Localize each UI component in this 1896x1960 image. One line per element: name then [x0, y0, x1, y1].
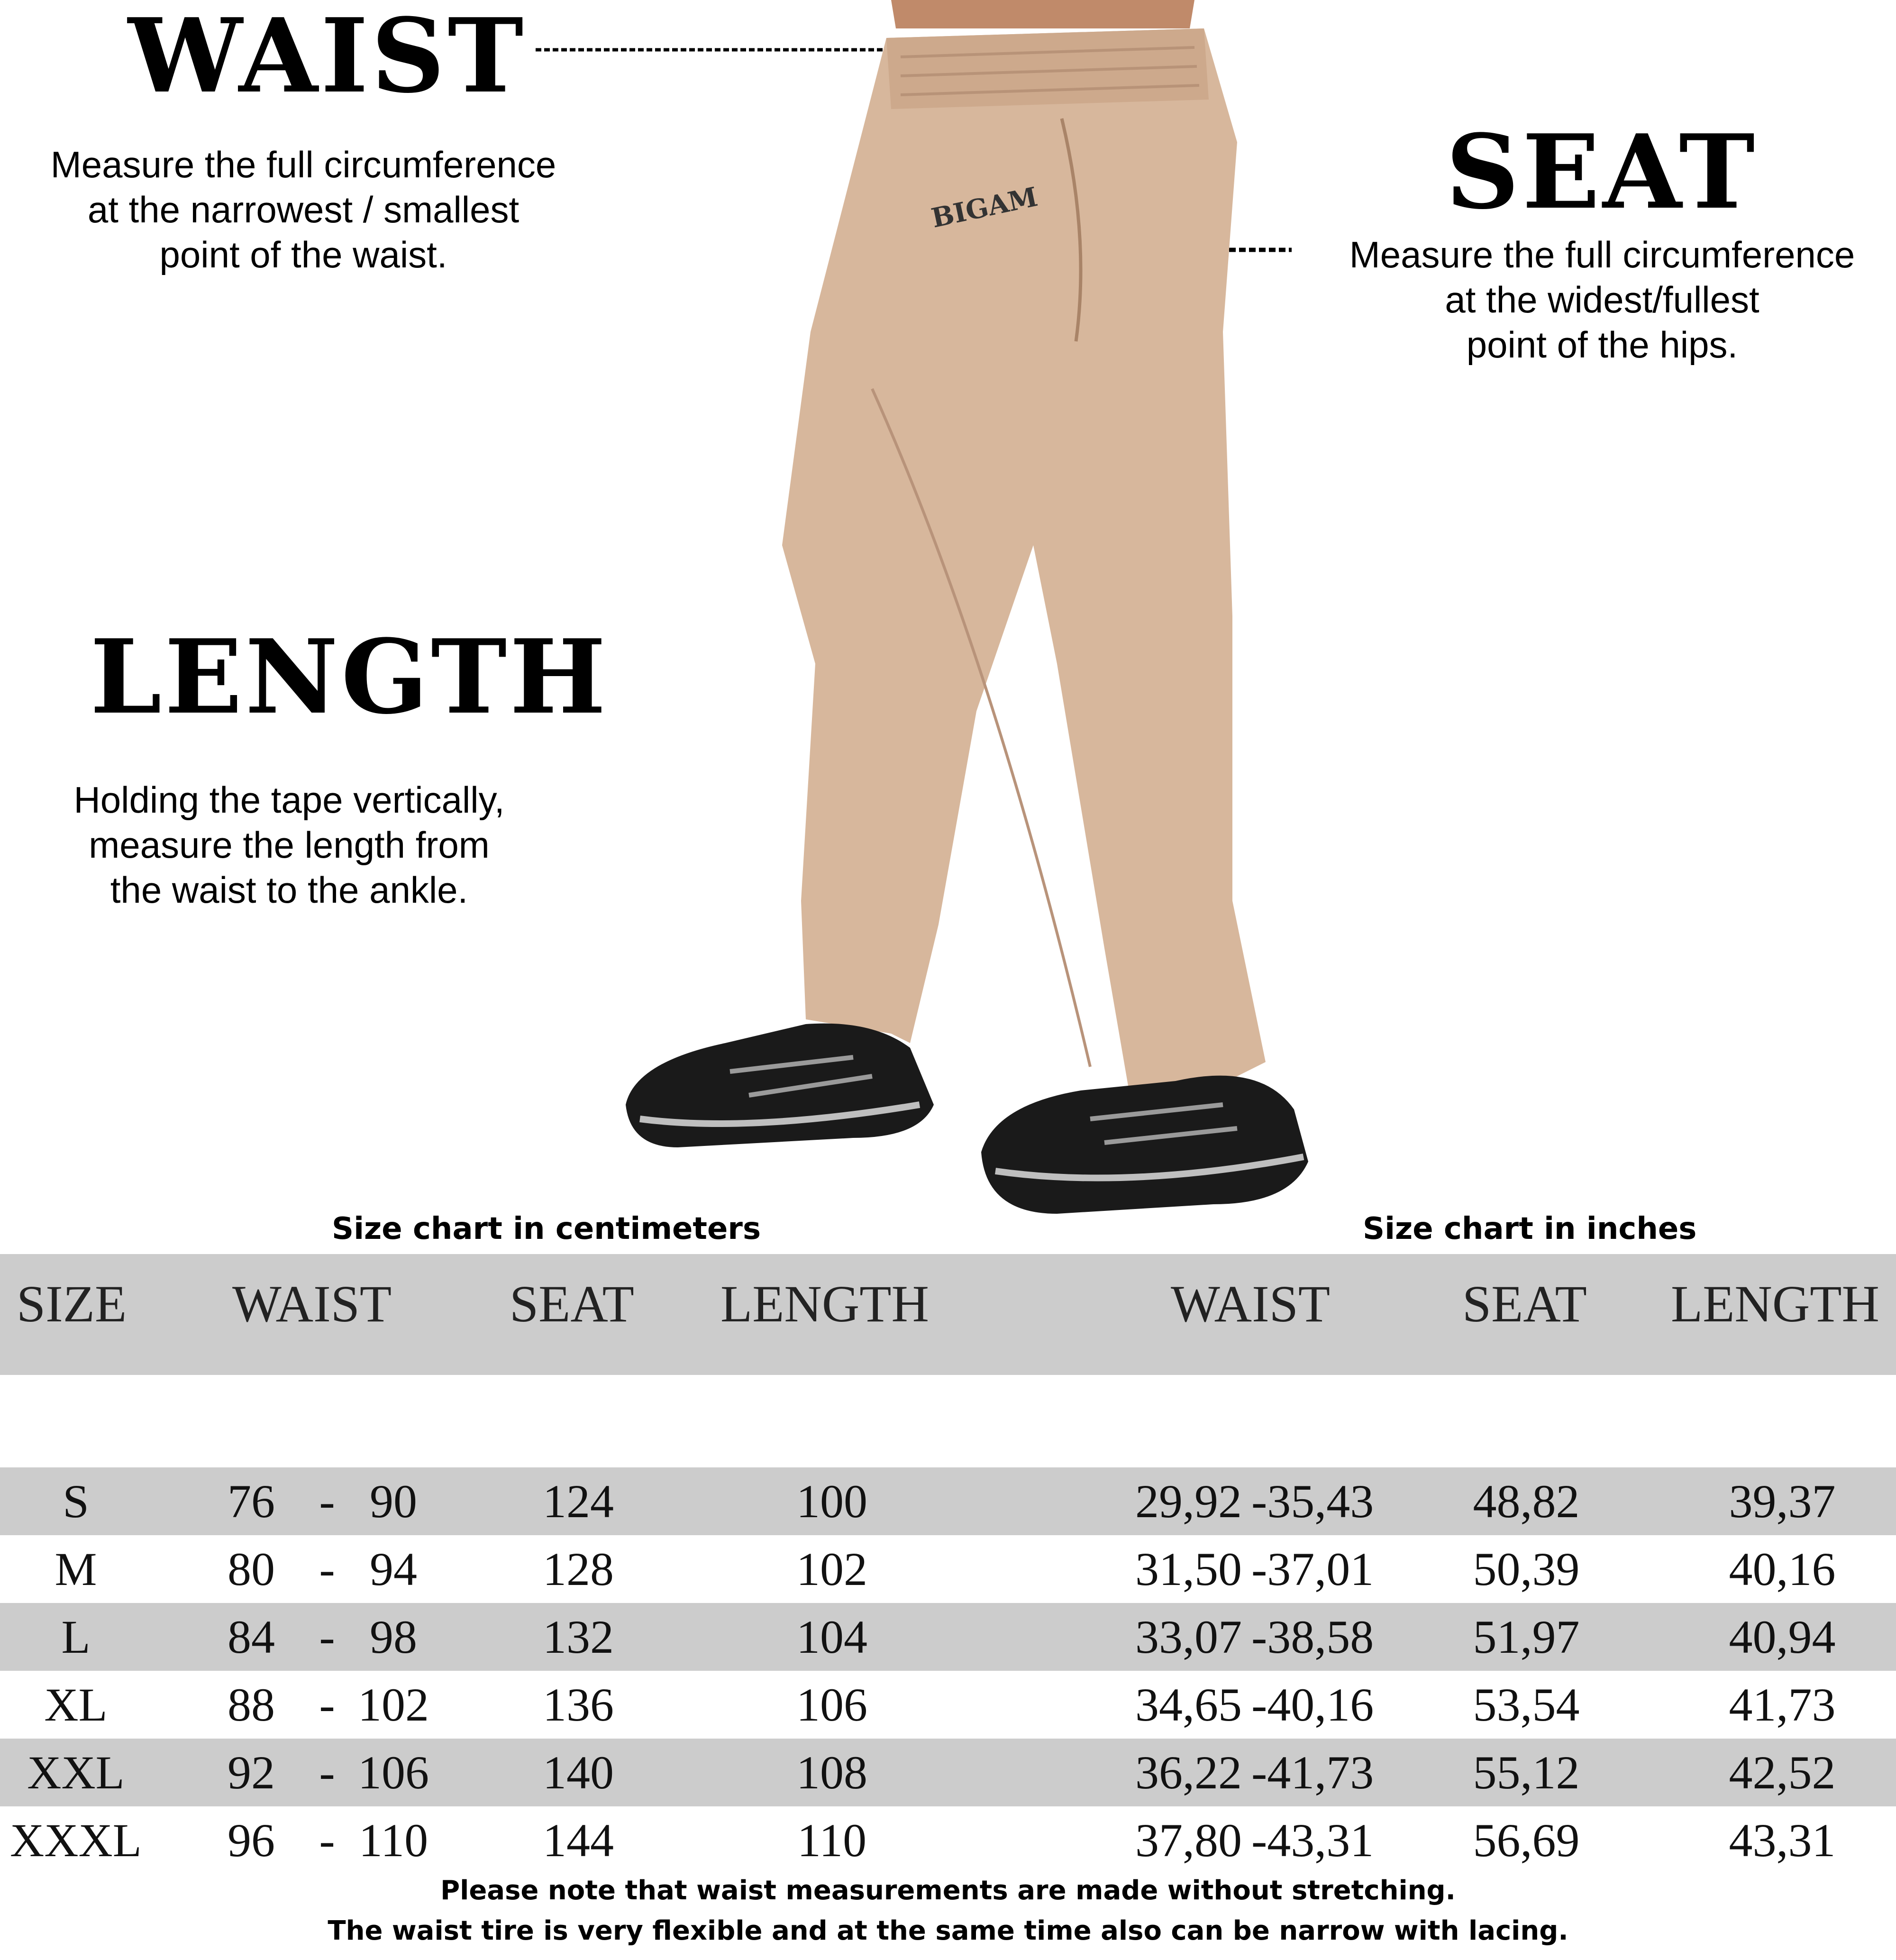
- cell-seat: 124: [543, 1475, 614, 1528]
- cell-seat: 128: [543, 1543, 614, 1595]
- cell-in-waist-min: 37,80: [1135, 1814, 1242, 1867]
- header-seat-cm: SEAT: [510, 1275, 634, 1333]
- cell-in-waist-max: -41,73: [1251, 1746, 1374, 1799]
- cell-size: XXXL: [10, 1814, 142, 1867]
- table-row: [0, 1671, 1896, 1739]
- cell-length: 110: [797, 1814, 867, 1867]
- cell-in-waist-min: 34,65: [1135, 1678, 1242, 1731]
- cell-waist-min: 92: [228, 1746, 275, 1799]
- header-size: SIZE: [17, 1275, 127, 1333]
- cell-dash: -: [319, 1678, 335, 1731]
- torso: [891, 0, 1194, 28]
- cell-seat: 144: [543, 1814, 614, 1867]
- length-description: Holding the tape vertically, measure the length from the waist to the ankle.: [73, 779, 505, 911]
- cell-in-waist-min: 29,92: [1135, 1475, 1242, 1528]
- cell-seat: 132: [543, 1611, 614, 1663]
- length-heading: LENGTH: [90, 617, 609, 737]
- cell-in-length: 41,73: [1729, 1678, 1836, 1731]
- cell-waist-min: 84: [228, 1611, 275, 1663]
- header-waist-in: WAIST: [1171, 1275, 1331, 1333]
- cell-in-waist-max: -37,01: [1251, 1543, 1374, 1595]
- cell-waist-min: 80: [228, 1543, 275, 1595]
- table-row: [0, 1739, 1896, 1806]
- cell-in-seat: 55,12: [1473, 1746, 1580, 1799]
- cell-in-waist-max: -38,58: [1251, 1611, 1374, 1663]
- header-length-cm: LENGTH: [720, 1275, 929, 1333]
- cell-waist-max: 90: [370, 1475, 417, 1528]
- footnote-stretching: Please note that waist measurements are made without stretching.: [440, 1875, 1456, 1906]
- seat-heading: SEAT: [1446, 112, 1758, 232]
- cell-dash: -: [319, 1814, 335, 1867]
- cell-in-seat: 51,97: [1473, 1611, 1580, 1663]
- brand-logo: BIGAM: [929, 181, 1040, 234]
- cell-dash: -: [319, 1611, 335, 1663]
- cell-size: L: [61, 1611, 91, 1663]
- cell-size: XXL: [27, 1746, 125, 1799]
- header-length-in: LENGTH: [1671, 1275, 1879, 1333]
- cell-dash: -: [319, 1475, 335, 1528]
- cell-in-waist-min: 33,07: [1135, 1611, 1242, 1663]
- inch-chart-caption: Size chart in inches: [1363, 1211, 1697, 1246]
- cell-waist-max: 94: [370, 1543, 417, 1595]
- cell-length: 106: [796, 1678, 867, 1731]
- waist-heading: WAIST: [128, 0, 527, 116]
- cell-waist-max: 102: [358, 1678, 429, 1731]
- waist-description: Measure the full circumference at the narrowest / smallest point of the waist.: [50, 144, 556, 275]
- cell-in-length: 40,94: [1729, 1611, 1836, 1663]
- cell-in-waist-min: 31,50: [1135, 1543, 1242, 1595]
- cell-in-seat: 53,54: [1473, 1678, 1580, 1731]
- cell-waist-min: 88: [228, 1678, 275, 1731]
- cell-waist-min: 96: [228, 1814, 275, 1867]
- header-seat-in: SEAT: [1462, 1275, 1587, 1333]
- table-row: [0, 1806, 1896, 1874]
- pants-illustration: [607, 0, 1318, 1223]
- table-row: [0, 1535, 1896, 1603]
- footnote-lacing: The waist tire is very flexible and at the same time also can be narrow with lacing.: [328, 1915, 1568, 1946]
- seat-description: Measure the full circumference at the widest/fullest point of the hips.: [1349, 234, 1855, 366]
- cell-waist-max: 110: [358, 1814, 428, 1867]
- cell-in-seat: 48,82: [1473, 1475, 1580, 1528]
- header-waist-cm: WAIST: [232, 1275, 392, 1333]
- cell-size: M: [55, 1543, 97, 1595]
- cell-size: XL: [44, 1678, 108, 1731]
- cell-in-length: 39,37: [1729, 1475, 1836, 1528]
- cell-in-seat: 56,69: [1473, 1814, 1580, 1867]
- cell-length: 102: [796, 1543, 867, 1595]
- cell-in-length: 40,16: [1729, 1543, 1836, 1595]
- cell-waist-min: 76: [228, 1475, 275, 1528]
- cell-in-waist-max: -35,43: [1251, 1475, 1374, 1528]
- cm-chart-caption: Size chart in centimeters: [332, 1211, 761, 1246]
- cell-seat: 136: [543, 1678, 614, 1731]
- cell-waist-max: 98: [370, 1611, 417, 1663]
- cell-size: S: [63, 1475, 89, 1528]
- cell-length: 104: [796, 1611, 867, 1663]
- cell-in-waist-max: -43,31: [1251, 1814, 1374, 1867]
- table-row: [0, 1603, 1896, 1671]
- cell-in-length: 42,52: [1729, 1746, 1836, 1799]
- cell-length: 100: [796, 1475, 867, 1528]
- cell-dash: -: [319, 1746, 335, 1799]
- cell-waist-max: 106: [358, 1746, 429, 1799]
- cell-in-length: 43,31: [1729, 1814, 1836, 1867]
- cell-in-seat: 50,39: [1473, 1543, 1580, 1595]
- cell-dash: -: [319, 1543, 335, 1595]
- left-shoe: [626, 1024, 934, 1147]
- table-row: [0, 1467, 1896, 1535]
- cell-in-waist-min: 36,22: [1135, 1746, 1242, 1799]
- cell-seat: 140: [543, 1746, 614, 1799]
- cell-in-waist-max: -40,16: [1251, 1678, 1374, 1731]
- right-shoe: [981, 1076, 1308, 1214]
- cell-length: 108: [796, 1746, 867, 1799]
